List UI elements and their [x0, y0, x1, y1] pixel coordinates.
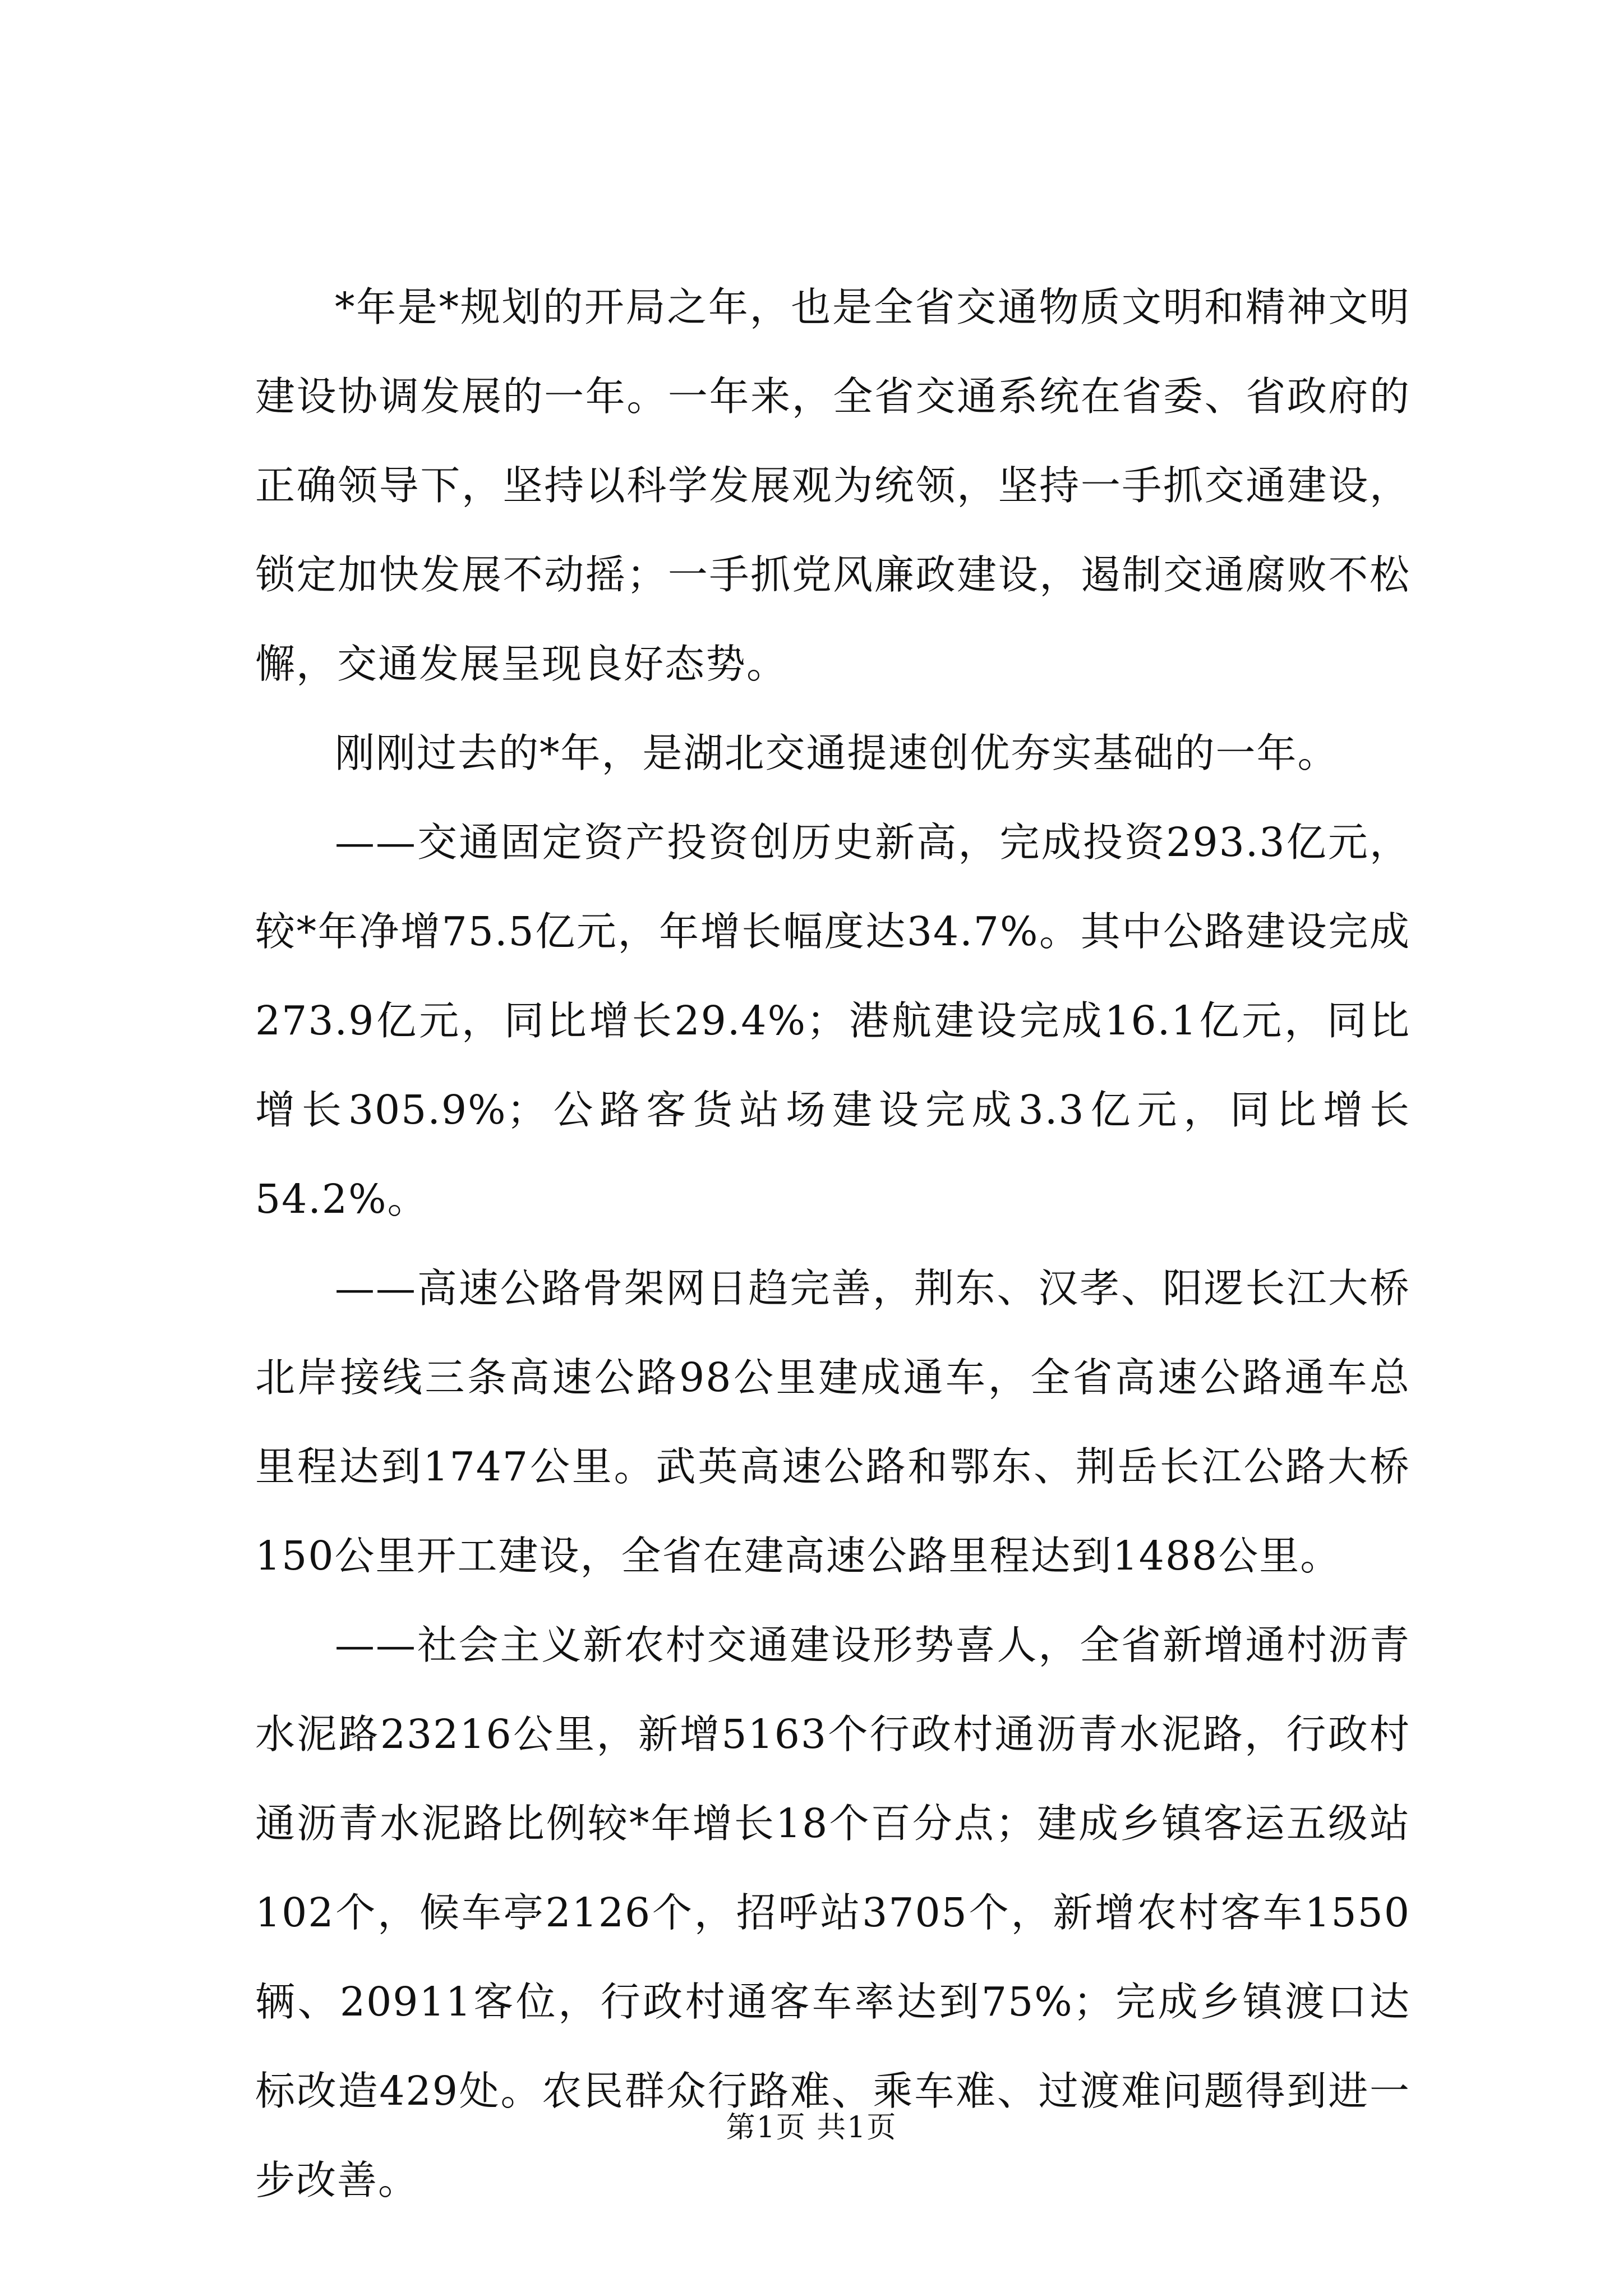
paragraph-investment: ——交通固定资产投资创历史新高，完成投资293.3亿元，较*年净增75.5亿元，年增长幅度达34.7%。其中公路建设完成273.9亿元，同比增长29.4%；港航建设完成16.1亿元，同比增长305.9%；公路客货站场建设完成3.3亿元，同比增长54.2%。 [255, 819, 1410, 1222]
paragraph-intro: *年是*规划的开局之年，也是全省交通物质文明和精神文明建设协调发展的一年。一年来，全省交通系统在省委、省政府的正确领导下，坚持以科学发展观为统领，坚持一手抓交通建设，锁定加快发展不动摇；一手抓党风廉政建设，遏制交通腐败不松懈，交通发展呈现良好态势。 [255, 284, 1410, 687]
page-footer: 第1页 共1页 [726, 2111, 897, 2145]
paragraph-rural-transport: ——社会主义新农村交通建设形势喜人，全省新增通村沥青水泥路23216公里，新增5163个行政村通沥青水泥路，行政村通沥青水泥路比例较*年增长18个百分点；建成乡镇客运五级站102个，候车亭2126个，招呼站3705个，新增农村客车1550辆、20911客位，行政村通客车率达到75%；完成乡镇渡口达标改造429处。农民群众行路难、乘车难、过渡难问题得到进一步改善。 [255, 1622, 1410, 2203]
document-body [255, 263, 1410, 2225]
paragraph-summary: 刚刚过去的*年，是湖北交通提速创优夯实基础的一年。 [335, 730, 1339, 776]
paragraph-expressway: ——高速公路骨架网日趋完善，荆东、汉孝、阳逻长江大桥北岸接线三条高速公路98公里建成通车，全省高速公路通车总里程达到1747公里。武英高速公路和鄂东、荆岳长江公路大桥150公里开工建设，全省在建高速公路里程达到1488公里。 [255, 1265, 1410, 1579]
